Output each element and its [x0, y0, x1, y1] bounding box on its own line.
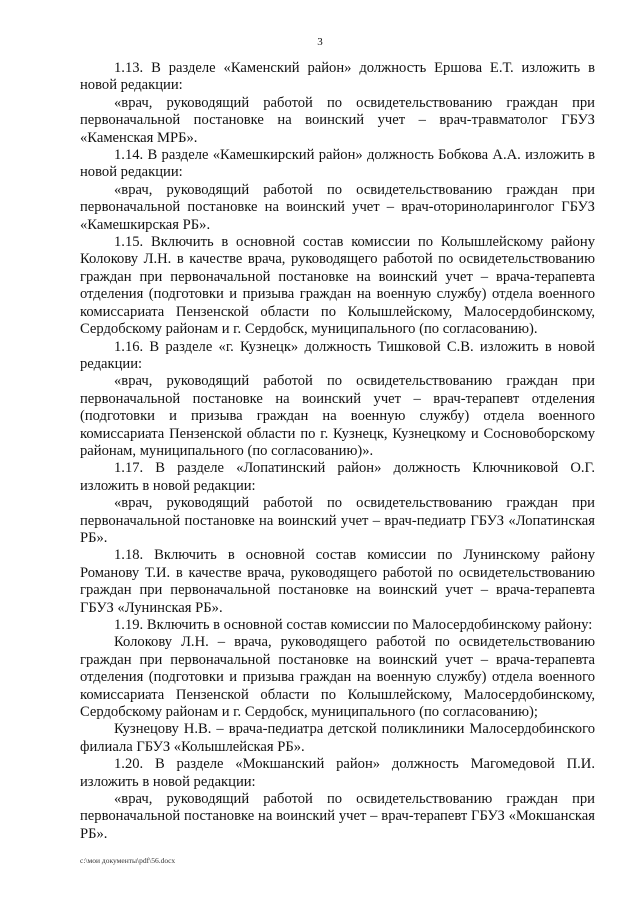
paragraph-1-13: 1.13. В разделе «Каменский район» должность Ершова Е.Т. изложить в новой редакции:	[80, 60, 595, 94]
paragraph-1-14-text: «врач, руководящий работой по освидетельствованию граждан при первоначальной постановке на воинский учет – врач-оториноларинголог ГБУЗ «Камешкирская РБ».	[80, 181, 595, 233]
paragraph-1-20-text: «врач, руководящий работой по освидетельствованию граждан при первоначальной постановке на воинский учет – врач-терапевт ГБУЗ «Мокшанская РБ».	[80, 791, 595, 842]
paragraph-1-19-item-2: Кузнецову Н.В. – врача-педиатра детской поликлиники Малосердобинского филиала ГБУЗ «Колышлейская РБ».	[80, 721, 595, 755]
page-number: 3	[317, 36, 323, 48]
paragraph-1-19-item-1: Колокову Л.Н. – врача, руководящего работой по освидетельствованию граждан при первоначальной постановке на воинский учет – врача-терапевта отделения (подготовки и призыва граждан на военную службу) отдела военного комиссариата Пензенской области по Колышлейскому, Малосердобинскому, Сердобскому районам и г. Сердобск, муниципального (по согласованию);	[80, 634, 595, 721]
paragraph-1-19: 1.19. Включить в основной состав комиссии по Малосердобинскому району:	[114, 617, 593, 633]
paragraph-1-18: 1.18. Включить в основной состав комиссии по Лунинскому району Романову Т.И. в качестве врача, руководящего работой по освидетельствованию граждан при первоначальной постановке на воинский учет – врача-терапевта ГБУЗ «Лунинская РБ».	[80, 547, 595, 616]
paragraph-1-13-text: «врач, руководящий работой по освидетельствованию граждан при первоначальной постановке на воинский учет – врач-травматолог ГБУЗ «Каменская МРБ».	[80, 94, 595, 146]
paragraph-1-16-text: «врач, руководящий работой по освидетельствованию граждан при первоначальной постановке на воинский учет – врач-терапевт отделения (подготовки и призыва граждан на военную службу) отдела военного комиссариата Пензенской области по г. Кузнецк, Кузнецкому и Сосновоборскому районам, муниципального (по согласованию)».	[80, 373, 595, 459]
footer-file-path: c:\мои документы\pdf\56.docx	[80, 856, 176, 865]
paragraph-1-15: 1.15. Включить в основной состав комиссии по Колышлейскому району Колокову Л.Н. в качестве врача, руководящего работой по освидетельствованию граждан при первоначальной постановке на воинский учет – врача-терапевта отделения (подготовки и призыва граждан на военную службу) отдела военного комиссариата Пензенской области по Колышлейскому, Малосердобинскому, Сердобскому районам и г. Сердобск, муниципального (по согласованию).	[80, 234, 595, 338]
paragraph-1-14: 1.14. В разделе «Камешкирский район» должность Бобкова А.А. изложить в новой редакции:	[80, 147, 595, 181]
paragraph-1-17-text: «врач, руководящий работой по освидетельствованию граждан при первоначальной постановке на воинский учет – врач-педиатр ГБУЗ «Лопатинская РБ».	[80, 495, 595, 546]
paragraph-1-16: 1.16. В разделе «г. Кузнецк» должность Тишковой С.В. изложить в новой редакции:	[80, 338, 595, 372]
paragraph-1-17: 1.17. В разделе «Лопатинский район» должность Ключниковой О.Г. изложить в новой редакции:	[80, 460, 595, 494]
paragraph-1-20: 1.20. В разделе «Мокшанский район» должность Магомедовой П.И. изложить в новой редакции:	[80, 756, 595, 790]
document-body	[80, 60, 595, 843]
